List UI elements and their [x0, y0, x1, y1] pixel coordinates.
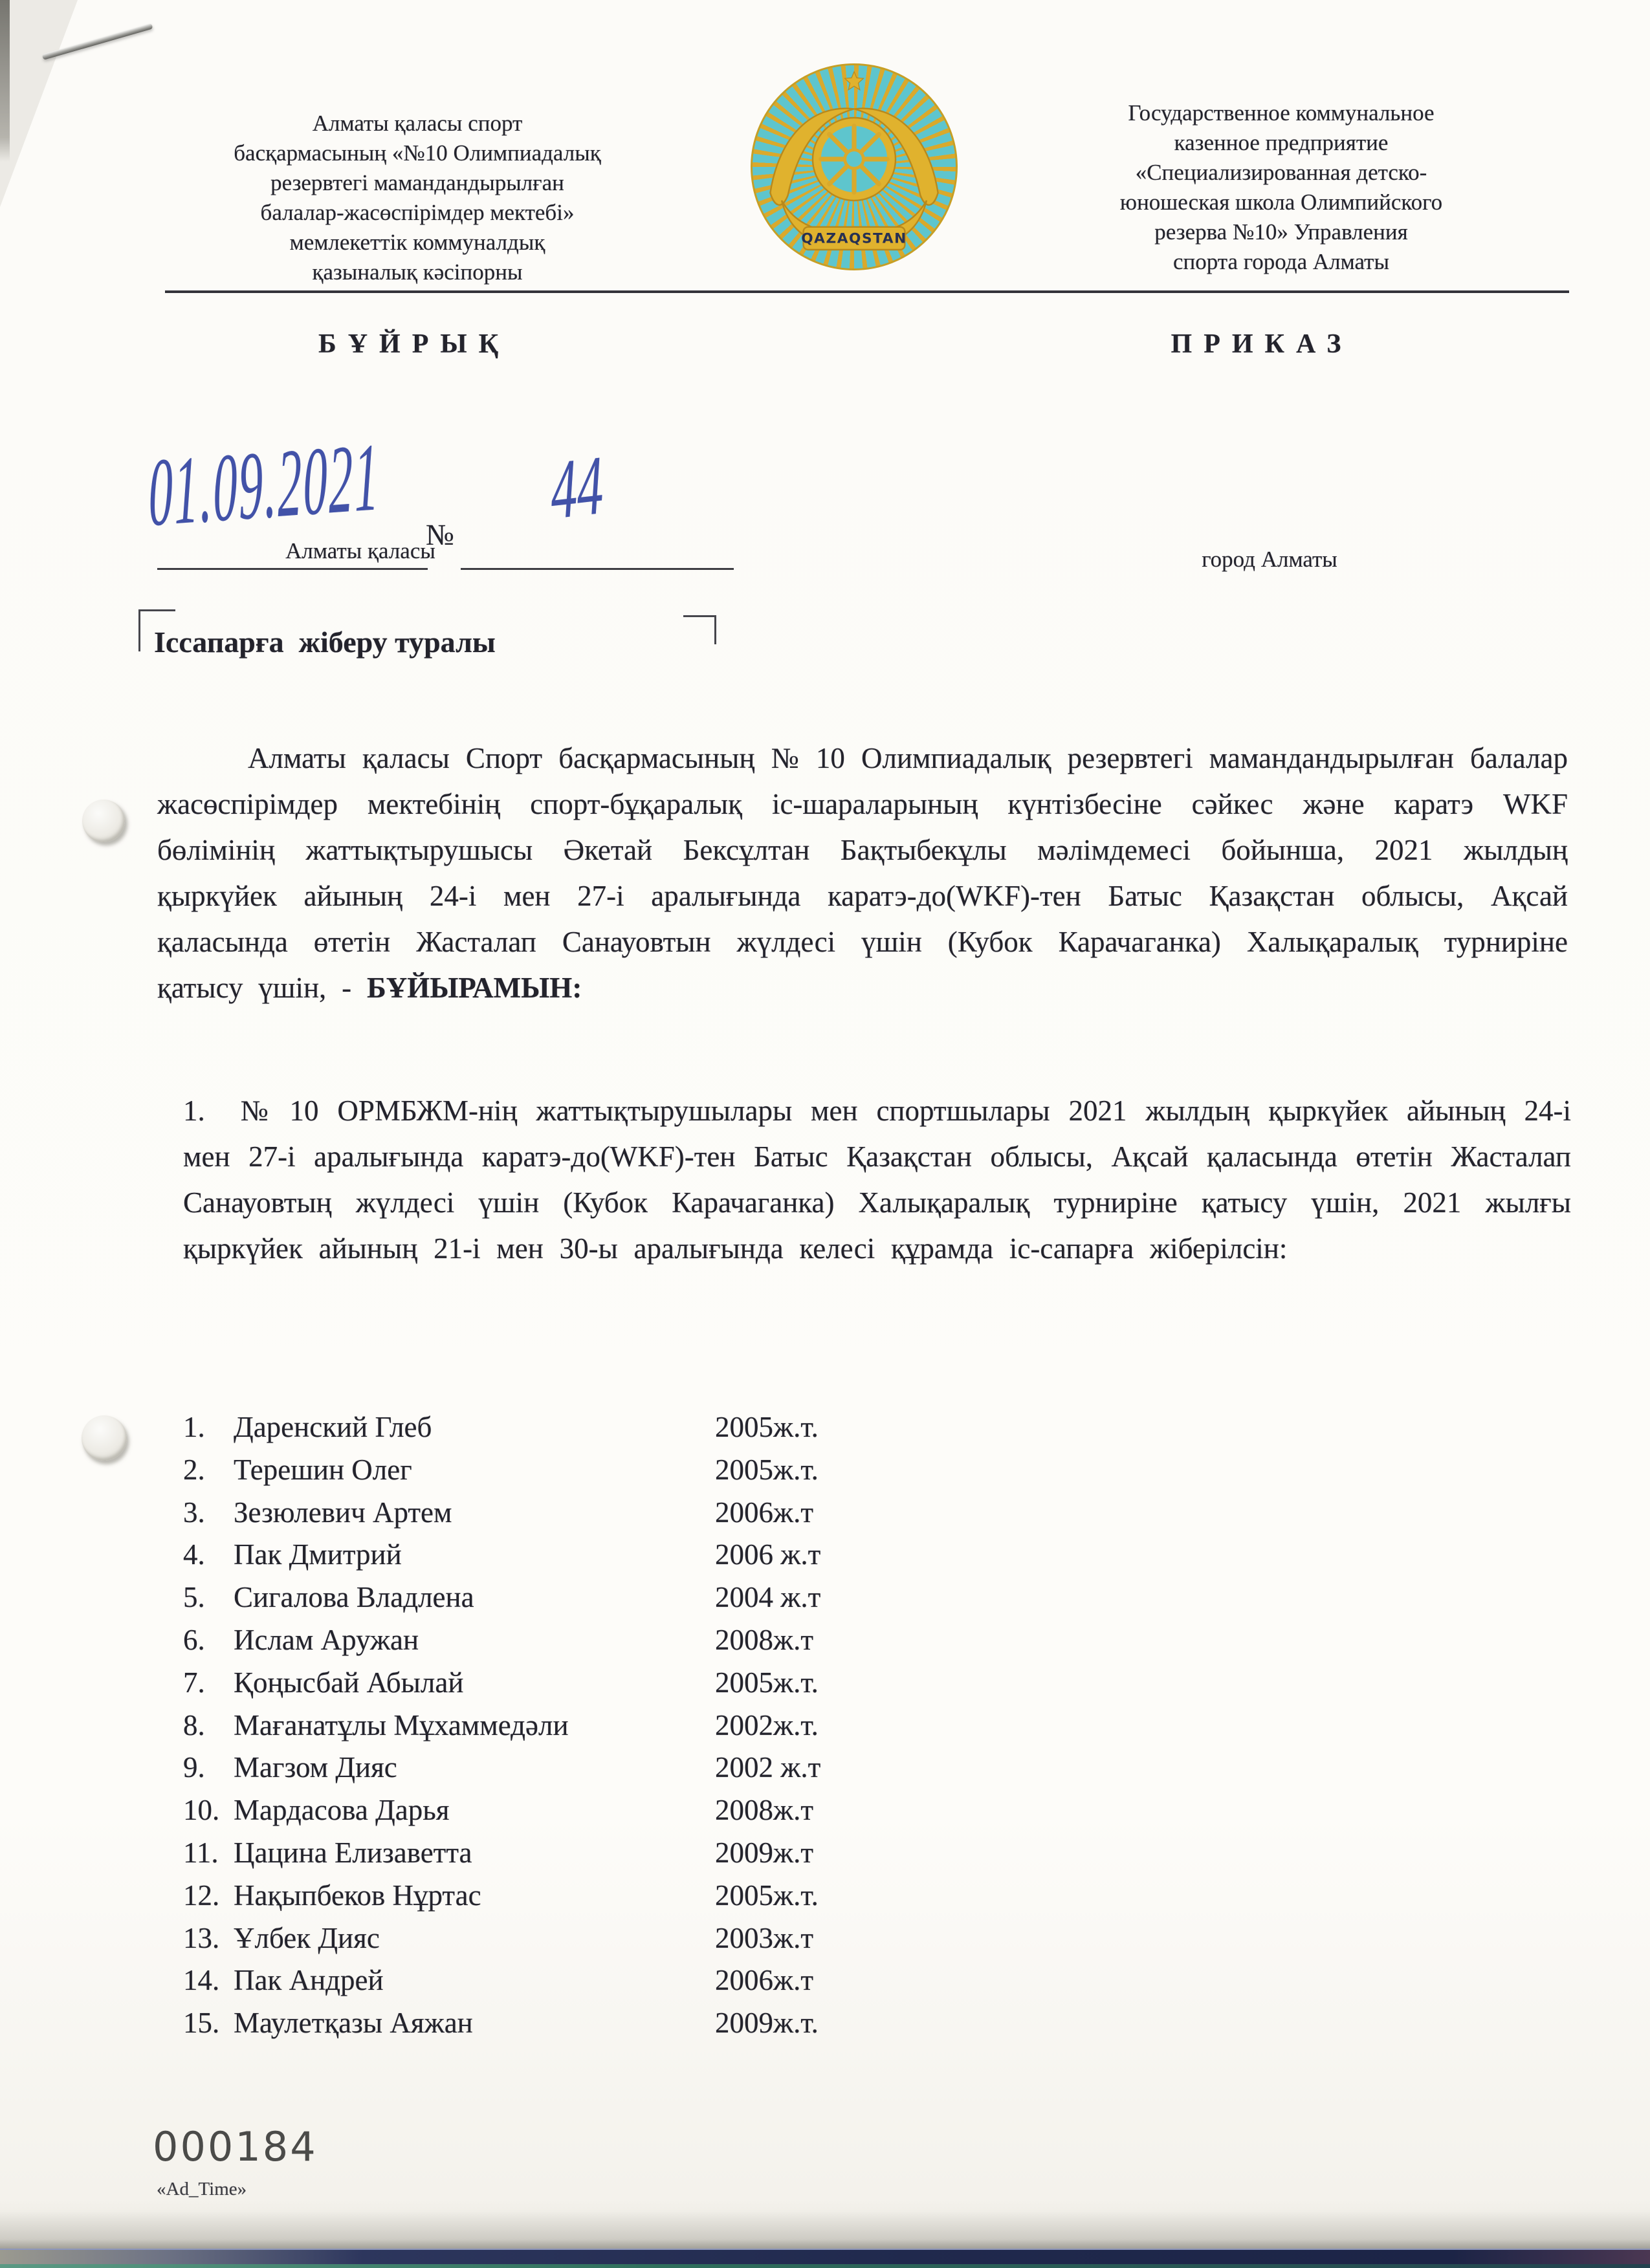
roster-row-year: 2008ж.т: [715, 1623, 814, 1656]
roster-row-number: 13.: [183, 1921, 220, 1954]
roster-row-name: Даренский Глеб: [234, 1411, 432, 1443]
city-label-russian: город Алматы: [1202, 547, 1337, 572]
roster-row-number: 11.: [183, 1836, 219, 1869]
org-line: резерва №10» Управления: [1154, 219, 1408, 245]
preamble-text: Алматы қаласы Спорт басқармасының № 10 Олимпиадалық резервтегі мамандандырылған балалар жасөспірімдер мектебінің спорт-бұқаралық іс-шараларының күнтізбесіне сәйкес және каратэ WKF бөлімінің жаттықтырушысы Әкетай Бексұлтан Бақтыбекұлы мәлімдемесі бойынша, 2021 жылдың қыркүйек айының 24-і мен 27-і аралығында каратэ-до(WKF)-тен Батыс Қазақстан облысы, Ақсай қаласында өтетін Жасталап Санауовтын жүлдесі үшін (Кубок Карачаганка) Халықаралық турниріне қатысу үшін, -: [157, 742, 1568, 1004]
roster-row-number: 10.: [183, 1794, 220, 1827]
roster-row-year: 2006ж.т: [715, 1964, 814, 1997]
roster-row-number: 5.: [183, 1581, 205, 1614]
order-heading-russian: ПРИКАЗ: [1171, 329, 1353, 359]
roster-row-year: 2005ж.т.: [715, 1411, 819, 1443]
roster-row: [183, 1576, 1571, 1619]
order-item-1: [183, 1088, 1571, 1272]
roster-row-year: 2006 ж.т: [715, 1538, 821, 1571]
org-line: Государственное коммунальное: [1128, 100, 1435, 125]
roster-row-name: Ислам Аружан: [234, 1623, 419, 1656]
roster-row-number: 1.: [183, 1411, 205, 1443]
org-line: қазыналық кәсіпорны: [312, 259, 523, 285]
hole-punch: [78, 1412, 129, 1463]
org-line: басқармасының «№10 Олимпиадалық: [234, 140, 601, 166]
emblem-shanyrak: [813, 118, 896, 201]
roster-row-name: Терешин Олег: [234, 1453, 412, 1486]
roster-row: [183, 1406, 1571, 1449]
roster-row-year: 2005ж.т.: [715, 1666, 819, 1699]
roster-row: [183, 1492, 1571, 1534]
order-item-text: № 10 ОРМБЖМ-нің жаттықтырушылары мен спортшылары 2021 жылдың қыркүйек айының 24-і мен 27-і аралығында каратэ-до(WKF)-тен Батыс Қазақстан облысы, Ақсай қаласында өтетін Жасталап Санауовтың жүлдесі үшін (Кубок Карачаганка) Халықаралық турниріне қатысу үшін, 2021 жылғы қыркүйек айының 21-і мен 30-ы аралығында келесі құрамда іс-сапарға жіберілсін:: [183, 1095, 1571, 1265]
roster-row-number: 15.: [183, 2007, 220, 2040]
roster-row-year: 2005ж.т.: [715, 1879, 819, 1912]
scan-bottom-strip: [0, 2249, 1650, 2265]
kazakhstan-emblem: [751, 63, 958, 270]
roster-row: [183, 1747, 1571, 1789]
emblem-banner: [801, 227, 907, 250]
scan-page-number: 000184: [153, 2123, 318, 2170]
roster-row-number: 14.: [183, 1964, 220, 1997]
roster-row-name: Магзом Дияс: [234, 1751, 397, 1784]
scan-bottom-shadow: [0, 2211, 1650, 2251]
document-title: Іссапарға жіберу туралы: [154, 626, 496, 659]
org-line: юношеская школа Олимпийского: [1119, 190, 1443, 215]
roster-row-year: 2002ж.т.: [715, 1708, 819, 1741]
roster-row: [183, 1959, 1571, 2002]
org-line: «Специализированная детско-: [1135, 160, 1427, 185]
roster-row-year: 2004 ж.т: [715, 1581, 821, 1614]
order-verb-bold: БҰЙЫРАМЫН:: [366, 972, 582, 1004]
roster-row-number: 2.: [183, 1453, 205, 1486]
roster-row-number: 3.: [183, 1496, 205, 1529]
roster-row-number: 6.: [183, 1623, 205, 1656]
org-line: резервтегі мамандандырылған: [270, 170, 564, 195]
roster-row-number: 12.: [183, 1879, 220, 1912]
roster-row-name: Ұлбек Дияс: [234, 1921, 380, 1954]
roster-row-number: 7.: [183, 1666, 205, 1699]
athlete-roster: [183, 1406, 1571, 2045]
emblem-banner-text: QAZAQSTAN: [801, 230, 907, 247]
org-name-russian: [1055, 98, 1508, 277]
roster-row-year: 2009ж.т.: [715, 2007, 819, 2040]
roster-row: [183, 1662, 1571, 1705]
roster-row: [183, 1832, 1571, 1875]
roster-row: [183, 1875, 1571, 1917]
handwritten-date: 01.09.2021: [148, 423, 381, 547]
roster-row-name: Цацина Елизаветта: [234, 1836, 472, 1869]
roster-row: [183, 1705, 1571, 1747]
roster-row: [183, 1534, 1571, 1576]
footer-tag: «Ad_Time»: [157, 2179, 247, 2199]
order-heading-kazakh: БҰЙРЫҚ: [318, 329, 511, 359]
roster-row-name: Зезюлевич Артем: [234, 1496, 452, 1529]
roster-row-number: 4.: [183, 1538, 205, 1571]
roster-row-year: 2006ж.т: [715, 1496, 814, 1529]
roster-row: [183, 1449, 1571, 1492]
org-name-kazakh: [191, 109, 644, 287]
roster-row-name: Қоңысбай Абылай: [234, 1666, 464, 1699]
roster-row: [183, 2002, 1571, 2045]
roster-row: [183, 1917, 1571, 1960]
city-label-kazakh: Алматы қаласы: [285, 538, 435, 563]
roster-row-year: 2008ж.т: [715, 1794, 814, 1827]
roster-row-name: Нақыпбеков Нұртас: [234, 1879, 481, 1912]
roster-row-year: 2005ж.т.: [715, 1453, 819, 1486]
scan-corner-fold: [0, 0, 78, 207]
roster-row-year: 2002 ж.т: [715, 1751, 821, 1784]
org-line: Алматы қаласы спорт: [312, 111, 523, 136]
roster-row-name: Мағанатұлы Мұхаммедәли: [234, 1708, 569, 1741]
roster-row-number: 9.: [183, 1751, 205, 1784]
roster-row-name: Маулетқазы Аяжан: [234, 2007, 473, 2040]
emblem-star: [845, 72, 864, 90]
roster-row: [183, 1789, 1571, 1832]
scan-bottom-teal-edge: [0, 2264, 1650, 2268]
number-sign: №: [426, 518, 454, 551]
org-line: балалар-жасөспірімдер мектебі»: [260, 200, 575, 225]
order-item-number: 1.: [183, 1095, 205, 1127]
roster-row-year: 2003ж.т: [715, 1921, 814, 1954]
header-divider-line: [165, 290, 1569, 293]
roster-row-name: Мардасова Дарья: [234, 1794, 450, 1827]
date-underline: [157, 568, 428, 570]
roster-row-number: 8.: [183, 1708, 205, 1741]
org-line: спорта города Алматы: [1173, 249, 1389, 274]
roster-row-year: 2009ж.т: [715, 1836, 814, 1869]
org-line: казенное предприятие: [1174, 130, 1389, 155]
scan-left-edge: [0, 0, 10, 162]
roster-row-name: Сигалова Владлена: [234, 1581, 474, 1614]
roster-row-name: Пак Андрей: [234, 1964, 384, 1997]
emblem-figures: [751, 63, 958, 270]
preamble-paragraph: [157, 736, 1568, 1011]
handwritten-order-number: 44: [549, 438, 605, 538]
roster-row: [183, 1619, 1571, 1662]
org-line: мемлекеттік коммуналдық: [289, 230, 545, 255]
number-underline: [461, 568, 734, 570]
hole-punch: [82, 800, 125, 842]
roster-row-name: Пак Дмитрий: [234, 1538, 402, 1571]
